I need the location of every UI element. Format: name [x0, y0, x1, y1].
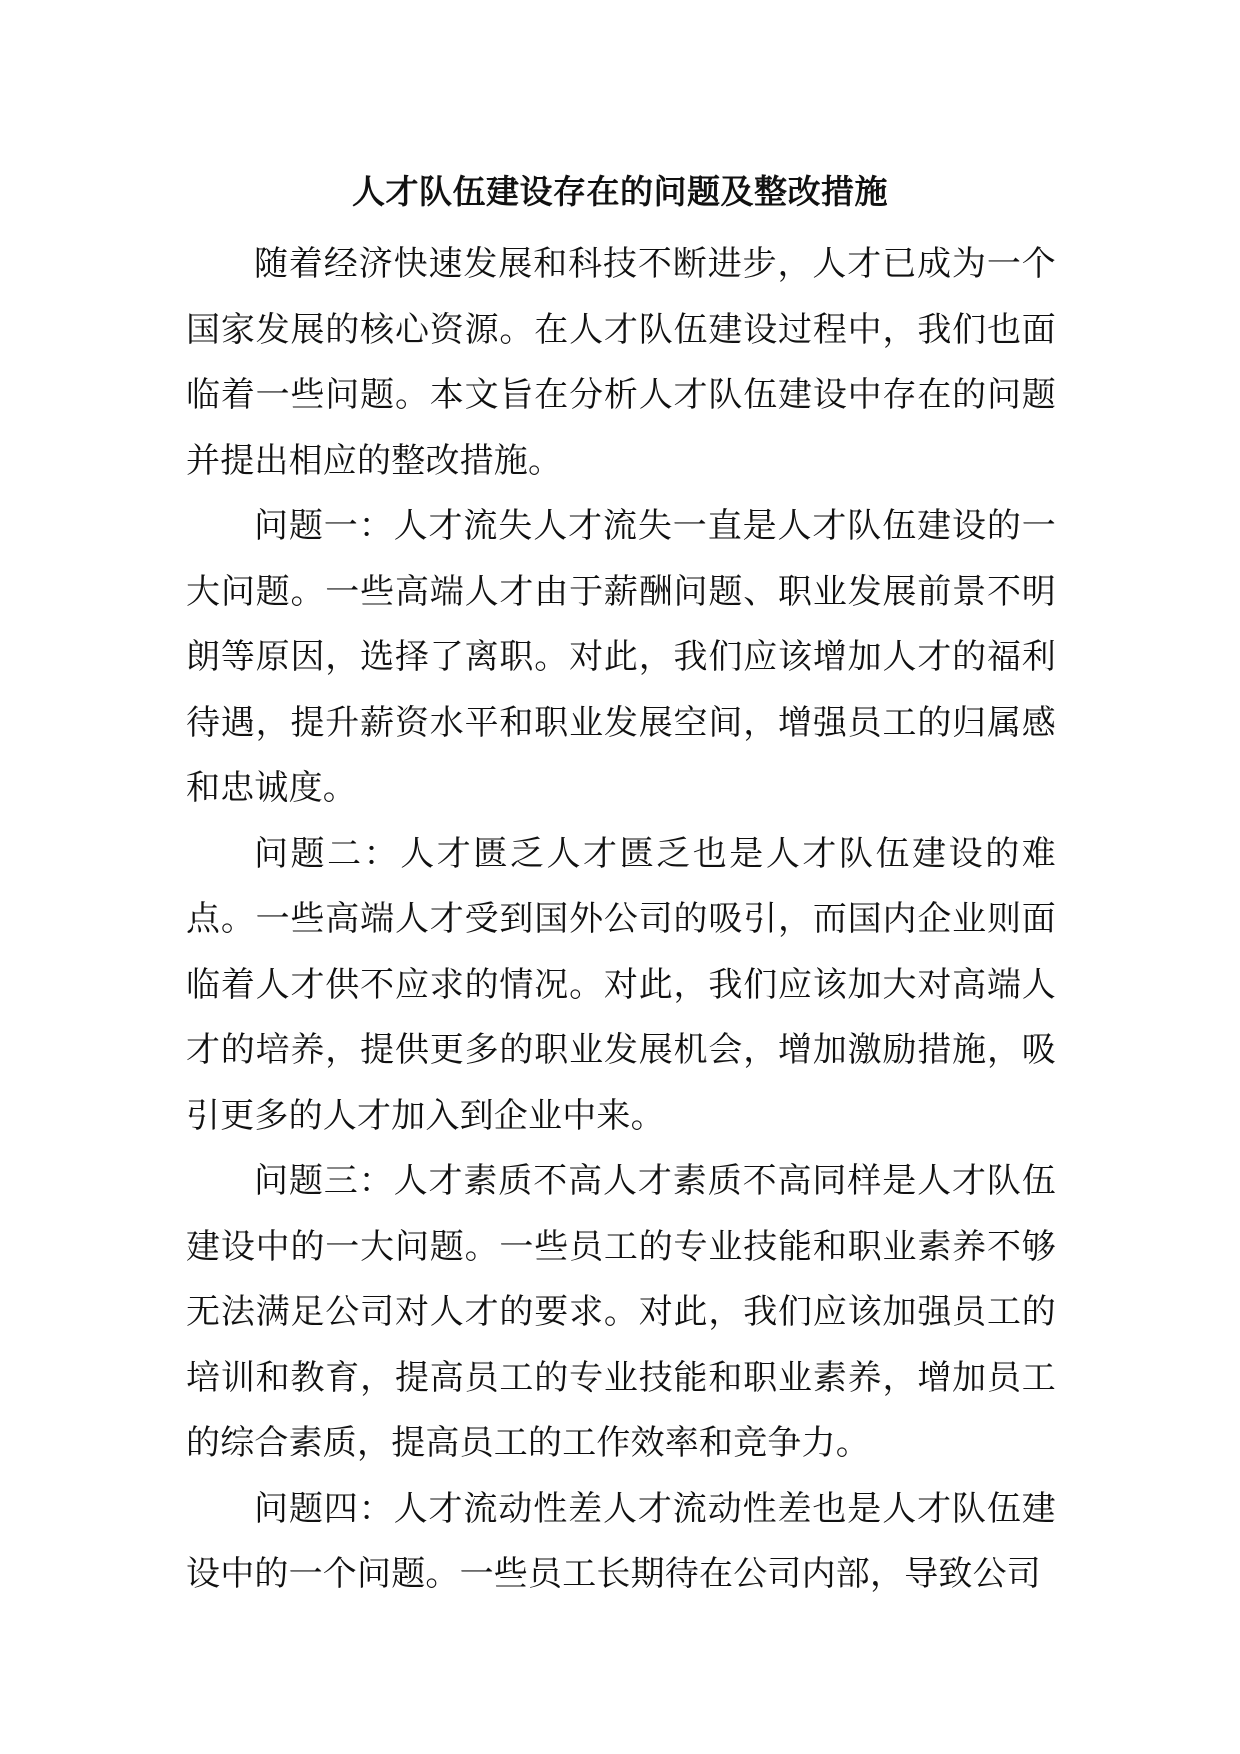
- paragraph-problem-3: 问题三：人才素质不高人才素质不高同样是人才队伍建设中的一大问题。一些员工的专业技能和职业素养不够无法满足公司对人才的要求。对此，我们应该加强员工的培训和教育，提高员工的专业技能和职业素养，增加员工的综合素质，提高员工的工作效率和竞争力。: [186, 1161, 1056, 1463]
- document-title: 人才队伍建设存在的问题及整改措施: [352, 172, 888, 211]
- paragraph-intro: 随着经济快速发展和科技不断进步，人才已成为一个国家发展的核心资源。在人才队伍建设过程中，我们也面临着一些问题。本文旨在分析人才队伍建设中存在的问题并提出相应的整改措施。: [186, 244, 1056, 481]
- document-body: [186, 232, 1056, 1608]
- paragraph-problem-2: 问题二：人才匮乏人才匮乏也是人才队伍建设的难点。一些高端人才受到国外公司的吸引，而国内企业则面临着人才供不应求的情况。对此，我们应该加大对高端人才的培养，提供更多的职业发展机会，增加激励措施，吸引更多的人才加入到企业中来。: [186, 833, 1056, 1136]
- paragraph-problem-1: 问题一：人才流失人才流失一直是人才队伍建设的一大问题。一些高端人才由于薪酬问题、职业发展前景不明朗等原因，选择了离职。对此，我们应该增加人才的福利待遇，提升薪资水平和职业发展空间，增强员工的归属感和忠诚度。: [186, 506, 1056, 808]
- paragraph-problem-4: 问题四：人才流动性差人才流动性差也是人才队伍建设中的一个问题。一些员工长期待在公司内部，导致公司: [186, 1488, 1056, 1594]
